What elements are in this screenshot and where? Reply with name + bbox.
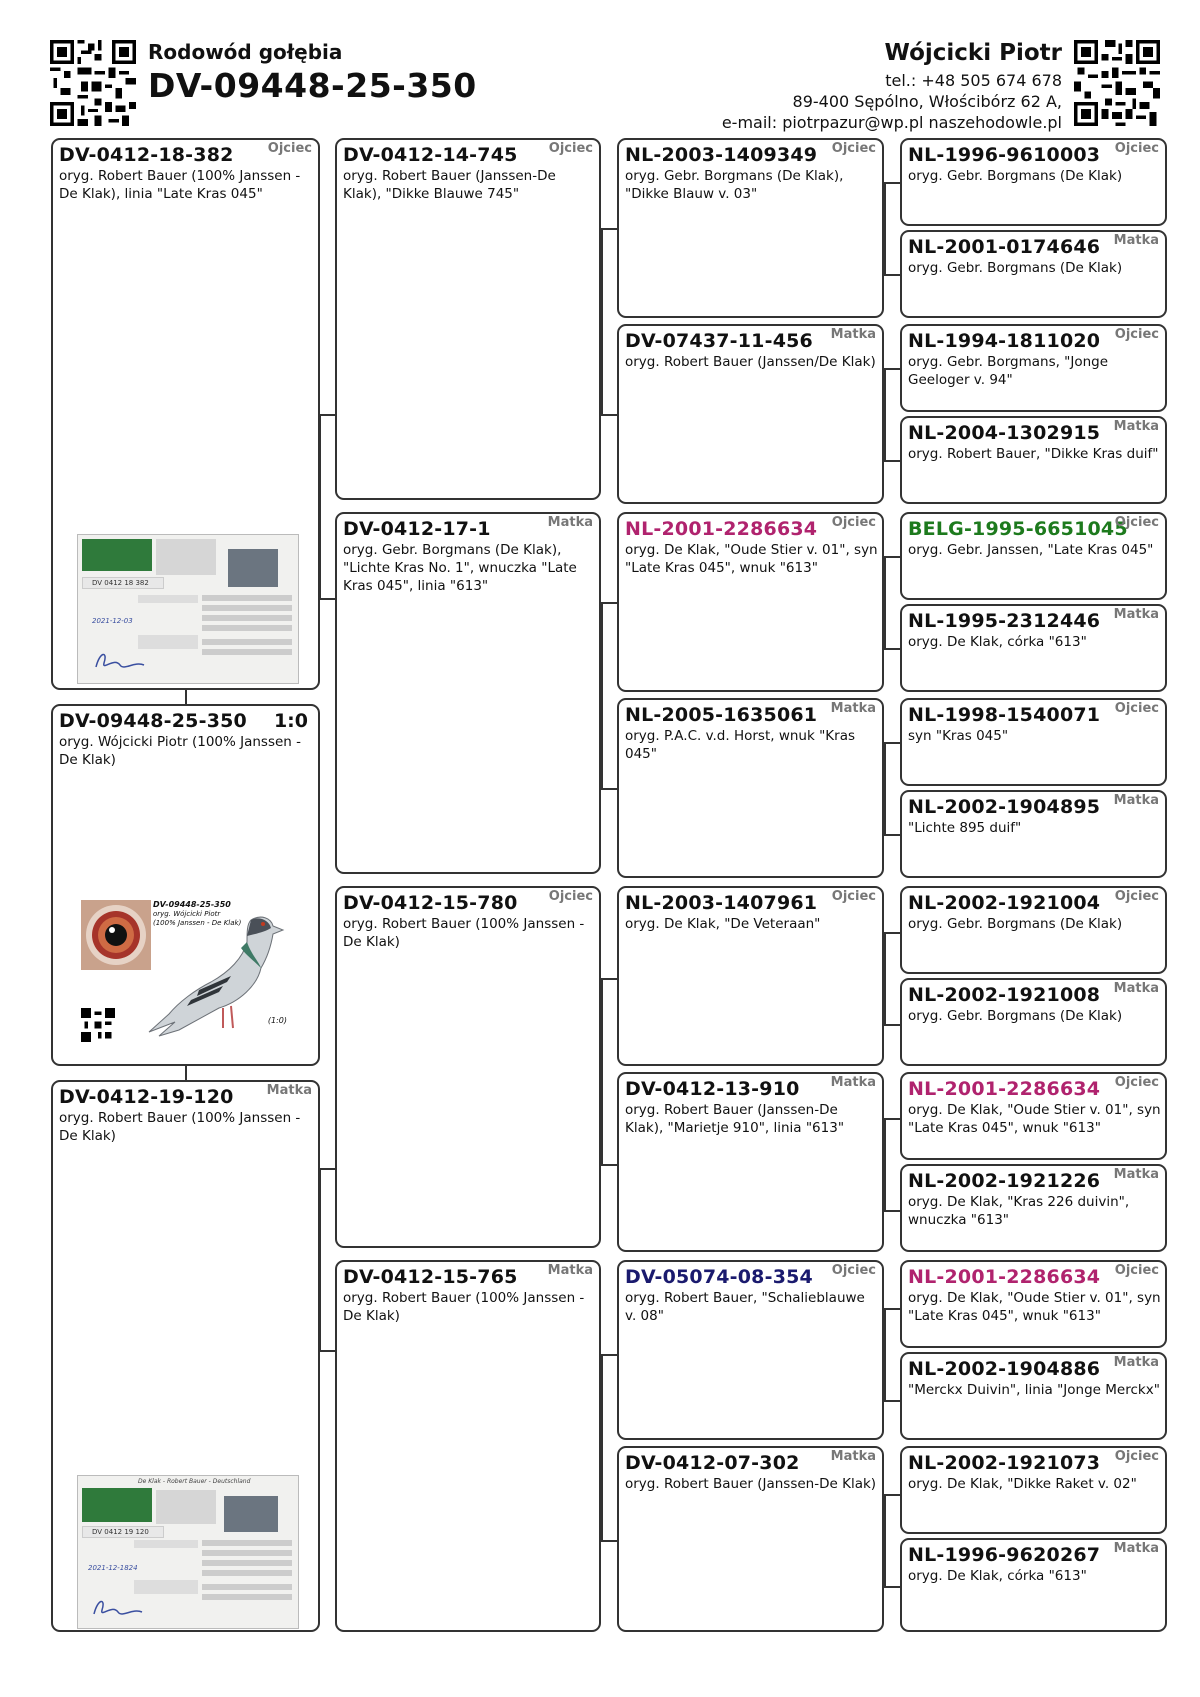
- sex-label: Matka: [1113, 981, 1159, 996]
- description: oryg. Robert Bauer, "Dikke Kras duif": [908, 446, 1159, 462]
- connector-main-dam: [185, 1066, 187, 1080]
- pedigree-card-gen3[interactable]: [617, 1072, 884, 1252]
- ring-number: DV-09448-25-350: [59, 710, 247, 732]
- sex-label: Ojciec: [1114, 141, 1159, 156]
- description: oryg. Gebr. Borgmans (De Klak): [908, 916, 1123, 932]
- description: oryg. De Klak, "Kras 226 duivin", wnuczka "613": [908, 1194, 1130, 1228]
- connector-g3-2-a: [884, 556, 900, 558]
- connector-g3-3-b: [884, 834, 900, 836]
- ring-number: DV-0412-14-745: [343, 144, 518, 166]
- pedigree-card-gen3[interactable]: [617, 138, 884, 318]
- connector-g3-6-v: [884, 1308, 886, 1400]
- ring-number: DV-0412-17-1: [343, 518, 491, 540]
- sex-label: Matka: [266, 1083, 312, 1098]
- connector-g1-0: [319, 414, 335, 416]
- description: oryg. P.A.C. v.d. Horst, wnuk "Kras 045": [625, 728, 856, 762]
- pedigree-card-gen4[interactable]: [900, 1072, 1167, 1160]
- document-title: Rodowód gołębia: [148, 40, 343, 64]
- connector-g3-2-b: [884, 648, 900, 650]
- connector-main-sire: [185, 690, 187, 704]
- connector-g3-0-v: [884, 182, 886, 274]
- ring-number: NL-1998-1540071: [908, 704, 1101, 726]
- ring-number: NL-2002-1904895: [908, 796, 1101, 818]
- qr-code-photo: [81, 1008, 115, 1042]
- connector-g2-1: [601, 602, 617, 604]
- photo-caption-breed: (100% Janssen - De Klak): [153, 919, 242, 927]
- ring-number: NL-2002-1921008: [908, 984, 1101, 1006]
- description: oryg. Robert Bauer (100% Janssen - De Klak): [343, 1290, 585, 1324]
- description: "Lichte 895 duif": [908, 820, 1022, 836]
- connector-g3-3-a: [884, 742, 900, 744]
- sex-label: Matka: [830, 1075, 876, 1090]
- signature-icon: [88, 1594, 148, 1622]
- sex-label: Matka: [1113, 419, 1159, 434]
- ring-number: NL-2003-1409349: [625, 144, 818, 166]
- connector-g3-3-v: [884, 742, 886, 834]
- sex-label: Ojciec: [1114, 1263, 1159, 1278]
- connector-g3-4-b: [884, 1024, 900, 1026]
- pedigree-card-gen3[interactable]: [617, 1260, 884, 1440]
- description: oryg. De Klak, córka "613": [908, 1568, 1087, 1584]
- pedigree-card-gen2[interactable]: [335, 512, 601, 874]
- connector-g1-0-b: [319, 598, 335, 600]
- sex-label: Ojciec: [831, 515, 876, 530]
- ring-number: DV-0412-13-910: [625, 1078, 800, 1100]
- ring-number: NL-1994-1811020: [908, 330, 1101, 352]
- pedigree-card-gen4[interactable]: [900, 978, 1167, 1066]
- ring-number: NL-1995-2312446: [908, 610, 1101, 632]
- connector-g3-0-b: [884, 274, 900, 276]
- connector-g3-1-a: [884, 368, 900, 370]
- pigeon-icon: [139, 906, 289, 1046]
- description: oryg. Gebr. Borgmans (De Klak): [908, 168, 1123, 184]
- sex-label: Ojciec: [548, 889, 593, 904]
- pedigree-card-gen4[interactable]: [900, 138, 1167, 226]
- pedigree-card-gen4[interactable]: [900, 324, 1167, 412]
- ring-number: NL-1996-9610003: [908, 144, 1101, 166]
- ring-number: NL-2002-1904886: [908, 1358, 1101, 1380]
- ring-number: BELG-1995-6651045: [908, 518, 1128, 540]
- photo-caption-owner: oryg. Wójcicki Piotr: [153, 910, 221, 918]
- ring-number: NL-2001-0174646: [908, 236, 1101, 258]
- qr-code-left: [50, 40, 136, 126]
- pedigree-card-dam[interactable]: [51, 1080, 320, 1632]
- description: oryg. Robert Bauer (100% Janssen - De Klak): [59, 1110, 301, 1144]
- ring-number: NL-2005-1635061: [625, 704, 818, 726]
- description: oryg. Gebr. Borgmans (De Klak): [908, 260, 1123, 276]
- connector-g2-3-v: [601, 1354, 603, 1540]
- description: oryg. De Klak, "Oude Stier v. 01", syn "Late Kras 045", wnuk "613": [908, 1290, 1161, 1324]
- connector-g1-1: [319, 1168, 335, 1170]
- pedigree-card-main[interactable]: [51, 704, 320, 1066]
- sex-label: Ojciec: [1114, 1075, 1159, 1090]
- description: oryg. De Klak, córka "613": [908, 634, 1087, 650]
- connector-g3-4-a: [884, 932, 900, 934]
- header-ring-number: DV-09448-25-350: [148, 66, 477, 105]
- description: oryg. De Klak, "Oude Stier v. 01", syn "Late Kras 045", wnuk "613": [908, 1102, 1161, 1136]
- description: oryg. Gebr. Borgmans (De Klak), "Lichte Kras No. 1", wnuczka "Late Kras 045", linia "613": [343, 542, 577, 594]
- sex-label: Ojciec: [831, 141, 876, 156]
- description: oryg. Robert Bauer (100% Janssen - De Klak): [343, 916, 585, 950]
- sex-label: Matka: [1113, 1355, 1159, 1370]
- card-handwritten-note: 2021-12-1824: [88, 1564, 138, 1572]
- ring-number: DV-07437-11-456: [625, 330, 813, 352]
- pedigree-card-gen4[interactable]: [900, 790, 1167, 878]
- description: oryg. De Klak, "Oude Stier v. 01", syn "Late Kras 045", wnuk "613": [625, 542, 878, 576]
- connector-g3-0-a: [884, 182, 900, 184]
- sex-label: Ojciec: [831, 889, 876, 904]
- pedigree-card-gen4[interactable]: [900, 698, 1167, 786]
- description: "Merckx Duivin", linia "Jonge Merckx": [908, 1382, 1160, 1398]
- pedigree-card-gen3[interactable]: [617, 512, 884, 692]
- owner-contact[interactable]: e-mail: piotrpazur@wp.pl naszehodowle.pl: [721, 113, 1062, 132]
- sex-label: Matka: [830, 1449, 876, 1464]
- sex-label: Matka: [1113, 1541, 1159, 1556]
- card-ring-text: DV 0412 19 120: [92, 1528, 149, 1536]
- ring-number: DV-0412-15-780: [343, 892, 518, 914]
- description: oryg. Robert Bauer (Janssen/De Klak): [625, 354, 876, 370]
- connector-g3-7-a: [884, 1494, 900, 1496]
- description: oryg. De Klak, "Dikke Raket v. 02": [908, 1476, 1137, 1492]
- pedigree-card-gen4[interactable]: [900, 1164, 1167, 1252]
- description: oryg. Gebr. Borgmans (De Klak): [908, 1008, 1123, 1024]
- card-ring-text: DV 0412 18 382: [92, 579, 149, 587]
- photo-caption-ring: DV-09448-25-350: [153, 900, 231, 909]
- ring-number: DV-0412-18-382: [59, 144, 234, 166]
- sex-label: Ojciec: [267, 141, 312, 156]
- ring-number: NL-2001-2286634: [908, 1266, 1101, 1288]
- connector-g2-0-v: [601, 228, 603, 414]
- description: oryg. Gebr. Borgmans (De Klak), "Dikke Blauw v. 03": [625, 168, 844, 202]
- connector-g2-2-b: [601, 1164, 617, 1166]
- sex-label: Matka: [830, 327, 876, 342]
- pedigree-card-gen3[interactable]: [617, 886, 884, 1066]
- pedigree-card-sire[interactable]: [51, 138, 320, 690]
- pedigree-card-gen4[interactable]: [900, 416, 1167, 504]
- card-handwritten-note: 2021-12-03: [92, 617, 133, 625]
- pedigree-card-gen4[interactable]: [900, 1260, 1167, 1348]
- pedigree-card-gen4[interactable]: [900, 1352, 1167, 1440]
- pedigree-card-gen4[interactable]: [900, 1446, 1167, 1534]
- pedigree-card-image: [77, 534, 299, 684]
- pedigree-card-gen3[interactable]: [617, 698, 884, 878]
- sex-label: Matka: [1113, 1167, 1159, 1182]
- ring-number: NL-2001-2286634: [908, 1078, 1101, 1100]
- connector-g2-3-b: [601, 1540, 617, 1542]
- pedigree-card-gen4[interactable]: [900, 886, 1167, 974]
- pigeon-photo: [81, 898, 297, 1058]
- ring-number: NL-2002-1921226: [908, 1170, 1101, 1192]
- photo-ratio: (1:0): [267, 1016, 287, 1025]
- connector-g2-3: [601, 1354, 617, 1356]
- pedigree-card-gen4[interactable]: [900, 604, 1167, 692]
- sex-label: Matka: [547, 515, 593, 530]
- connector-g3-7-b: [884, 1586, 900, 1588]
- ring-number: DV-0412-15-765: [343, 1266, 518, 1288]
- sex-label: Ojciec: [1114, 327, 1159, 342]
- sex-label: Ojciec: [1114, 515, 1159, 530]
- connector-g2-0: [601, 228, 617, 230]
- ring-number: NL-1996-9620267: [908, 1544, 1101, 1566]
- ring-number: DV-0412-07-302: [625, 1452, 800, 1474]
- connector-g3-1-b: [884, 460, 900, 462]
- connector-g3-6-b: [884, 1400, 900, 1402]
- card-title: De Klak - Robert Bauer - Deutschland: [138, 1478, 251, 1485]
- description: oryg. Robert Bauer, "Schalieblauwe v. 08": [625, 1290, 865, 1324]
- ring-number: NL-2002-1921073: [908, 1452, 1101, 1474]
- pedigree-card-gen4[interactable]: [900, 230, 1167, 318]
- sex-label: Matka: [547, 1263, 593, 1278]
- ring-number: DV-05074-08-354: [625, 1266, 813, 1288]
- owner-address: 89-400 Sępólno, Włościbórz 62 A,: [792, 92, 1062, 111]
- pedigree-card-gen3[interactable]: [617, 1446, 884, 1632]
- sex-label: Ojciec: [1114, 889, 1159, 904]
- sex-ratio: 1:0: [273, 710, 308, 732]
- description: oryg. Robert Bauer (Janssen-De Klak), "Dikke Blauwe 745": [343, 168, 556, 202]
- sex-label: Ojciec: [1114, 701, 1159, 716]
- pedigree-card-gen4[interactable]: [900, 1538, 1167, 1632]
- description: oryg. Wójcicki Piotr (100% Janssen - De Klak): [59, 734, 302, 768]
- connector-g2-1-b: [601, 788, 617, 790]
- qr-code-right: [1074, 40, 1160, 126]
- pedigree-card-gen4[interactable]: [900, 512, 1167, 600]
- sex-label: Matka: [830, 701, 876, 716]
- connector-g3-4-v: [884, 932, 886, 1024]
- connector-g2-2-v: [601, 978, 603, 1164]
- sex-label: Matka: [1113, 793, 1159, 808]
- ring-number: NL-2003-1407961: [625, 892, 818, 914]
- description: oryg. Robert Bauer (Janssen-De Klak): [625, 1476, 877, 1492]
- sex-label: Matka: [1113, 233, 1159, 248]
- description: oryg. Robert Bauer (Janssen-De Klak), "Marietje 910", linia "613": [625, 1102, 845, 1136]
- pedigree-card-gen2[interactable]: [335, 138, 601, 500]
- sex-label: Ojciec: [1114, 1449, 1159, 1464]
- owner-name: Wójcicki Piotr: [884, 40, 1062, 66]
- description: syn "Kras 045": [908, 728, 1009, 744]
- ring-number: NL-2004-1302915: [908, 422, 1101, 444]
- description: oryg. Gebr. Borgmans, "Jonge Geeloger v. 94": [908, 354, 1109, 388]
- connector-g3-1-v: [884, 368, 886, 460]
- connector-g1-1-b: [319, 1350, 335, 1352]
- pedigree-card-gen3[interactable]: [617, 324, 884, 504]
- connector-g3-5-v: [884, 1118, 886, 1210]
- ring-number: NL-2001-2286634: [625, 518, 818, 540]
- connector-g2-1-v: [601, 602, 603, 788]
- sex-label: Ojciec: [548, 141, 593, 156]
- connector-g2-2: [601, 978, 617, 980]
- description: oryg. Robert Bauer (100% Janssen - De Klak), linia "Late Kras 045": [59, 168, 301, 202]
- signature-icon: [90, 647, 150, 675]
- connector-g2-0-b: [601, 414, 617, 416]
- connector-g3-5-a: [884, 1118, 900, 1120]
- connector-g3-2-v: [884, 556, 886, 648]
- pedigree-card-image: [77, 1475, 299, 1629]
- connector-g3-6-a: [884, 1308, 900, 1310]
- connector-g3-7-v: [884, 1494, 886, 1586]
- ring-number: NL-2002-1921004: [908, 892, 1101, 914]
- description: oryg. De Klak, "De Veteraan": [625, 916, 821, 932]
- pedigree-card-gen2[interactable]: [335, 1260, 601, 1632]
- ring-number: DV-0412-19-120: [59, 1086, 234, 1108]
- connector-g3-5-b: [884, 1210, 900, 1212]
- sex-label: Matka: [1113, 607, 1159, 622]
- owner-phone: tel.: +48 505 674 678: [885, 71, 1062, 90]
- sex-label: Ojciec: [831, 1263, 876, 1278]
- description: oryg. Gebr. Janssen, "Late Kras 045": [908, 542, 1154, 558]
- pedigree-card-gen2[interactable]: [335, 886, 601, 1248]
